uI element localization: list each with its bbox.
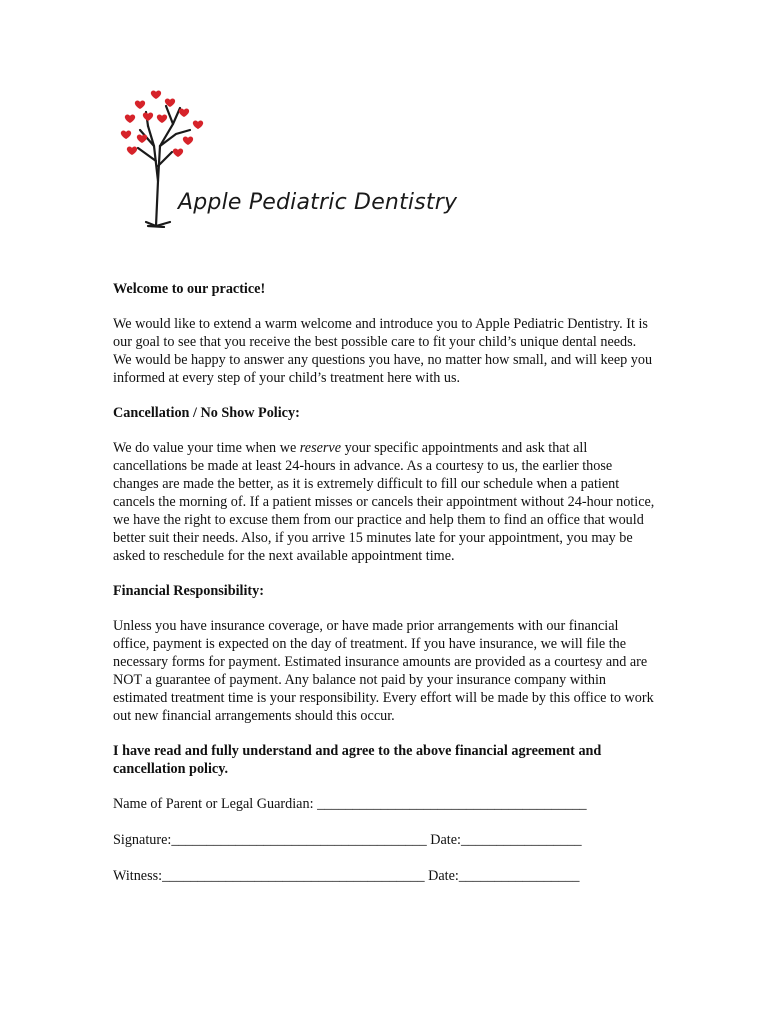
welcome-paragraph: We would like to extend a warm welcome and introduce you to Apple Pediatric Dentistry. It is our goal to see that you receive the best possible care to fit your child’s unique dental needs. We would be happy to answer any questions you have, no matter how small, and will keep you informed at every step of your child’s treatment here with us. [113, 316, 653, 386]
guardian-name-field[interactable]: Name of Parent or Legal Guardian: ______________________________________ [113, 796, 587, 812]
welcome-heading: Welcome to our practice! [113, 281, 266, 297]
cancellation-text-start: We do value your time when we [113, 440, 300, 456]
agreement-statement: I have read and fully understand and agree to the above financial agreement and cancellation policy. [113, 743, 602, 777]
cancellation-text-end: your specific appointments and ask that all cancellations be made at least 24-hours in advance. As a courtesy to us, the earlier those changes are made the better, as it is extremely difficult to fill our schedule when a patient cancels the morning of. If a patient misses or cancels their appointment without 24-hour notice, we have the right to excuse them from our practice and help them to find an office that would better suit their needs. Also, if you arrive 15 minutes late for your appointment, you may be asked to reschedule for the next available appointment time. [113, 440, 655, 564]
signature-date-field[interactable]: Signature:____________________________________ Date:_________________ [113, 832, 582, 848]
cancellation-heading: Cancellation / No Show Policy: [113, 405, 300, 421]
practice-logo [118, 86, 478, 231]
practice-name: Apple Pediatric Dentistry [178, 190, 458, 215]
cancellation-emphasis: reserve [299, 440, 342, 456]
document-body [113, 280, 658, 885]
financial-heading: Financial Responsibility: [113, 583, 264, 599]
witness-date-field[interactable]: Witness:_____________________________________ Date:_________________ [113, 868, 580, 884]
financial-paragraph: Unless you have insurance coverage, or have made prior arrangements with our financial office, payment is expected on the day of treatment. If you have insurance, we will file the necessary forms for payment. Estimated insurance amounts are provided as a courtesy and are NOT a guarantee of payment. Any balance not paid by your insurance company within estimated treatment time is your responsibility. Every effort will be made by this office to work out new financial arrangements should this occur. [113, 618, 654, 724]
cancellation-paragraph [113, 439, 658, 565]
